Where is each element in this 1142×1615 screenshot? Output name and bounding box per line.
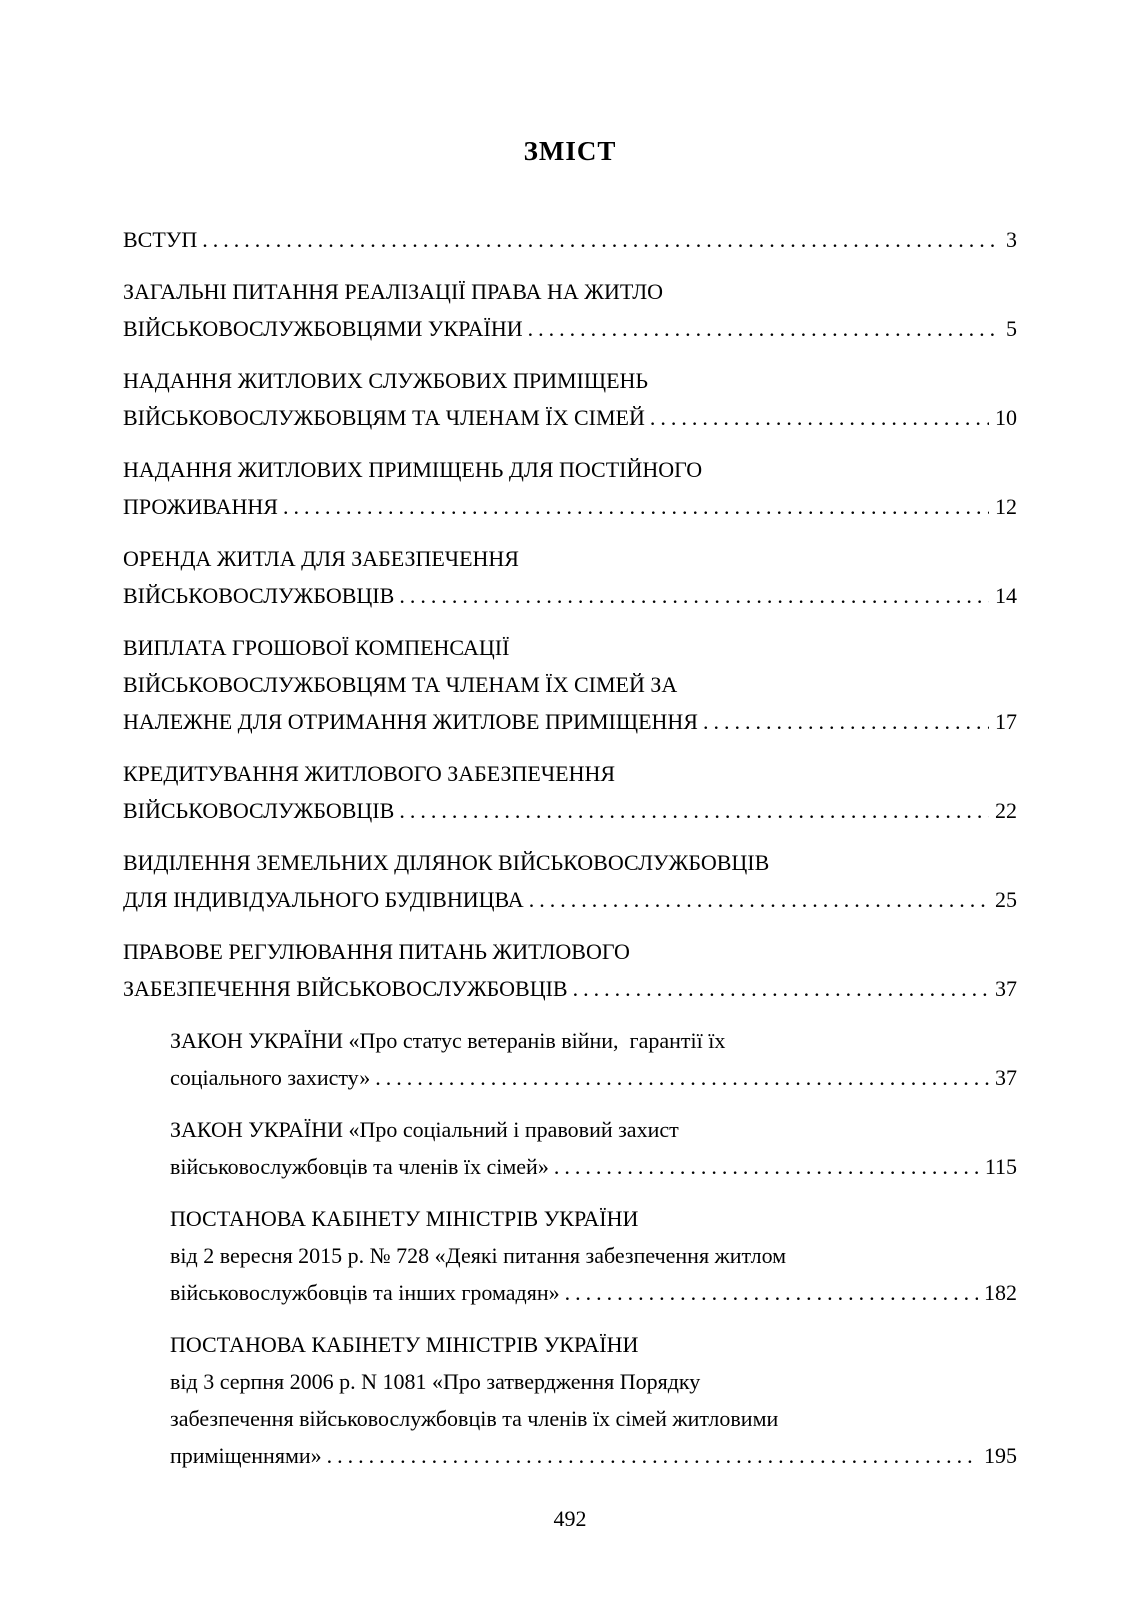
toc-entry-line bbox=[123, 451, 1017, 488]
toc-page-number: 3 bbox=[1006, 227, 1017, 252]
toc-entry-text: ВІЙСЬКОВОСЛУЖБОВЦЯМИ УКРАЇНИ bbox=[123, 316, 523, 341]
toc-entry-text: ДЛЯ ІНДИВІДУАЛЬНОГО БУДІВНИЦВА bbox=[123, 887, 524, 912]
toc-entry-line bbox=[123, 221, 1017, 258]
toc-entry-text: ПРОЖИВАННЯ bbox=[123, 494, 278, 519]
dot-leader bbox=[529, 881, 989, 918]
toc-entry-line bbox=[123, 792, 1017, 829]
dot-leader bbox=[202, 221, 1000, 258]
dot-leader bbox=[399, 792, 989, 829]
toc-entry-line bbox=[123, 666, 1017, 703]
dot-leader bbox=[283, 488, 989, 525]
toc-entry bbox=[123, 1111, 1017, 1185]
toc-entry-line bbox=[123, 273, 1017, 310]
toc-entry bbox=[123, 362, 1017, 436]
toc-entry-text: від 3 серпня 2006 р. N 1081 «Про затвердження Порядку bbox=[170, 1369, 701, 1394]
toc-entry bbox=[123, 629, 1017, 740]
toc-entry bbox=[123, 451, 1017, 525]
toc-page-number: 37 bbox=[995, 1065, 1017, 1090]
dot-leader bbox=[703, 703, 989, 740]
toc-entry-line bbox=[123, 629, 1017, 666]
toc-entry-text: приміщеннями» bbox=[170, 1443, 322, 1468]
toc-page-number: 5 bbox=[1006, 316, 1017, 341]
toc-page-number: 10 bbox=[995, 405, 1017, 430]
toc-entry-line bbox=[170, 1200, 1017, 1237]
toc-page-number: 17 bbox=[995, 709, 1017, 734]
toc-entry-line bbox=[170, 1111, 1017, 1148]
dot-leader bbox=[375, 1059, 989, 1096]
toc-entry-line bbox=[123, 703, 1017, 740]
toc-entry-line bbox=[170, 1326, 1017, 1363]
toc-page-number: 37 bbox=[995, 976, 1017, 1001]
toc-entry-line bbox=[123, 399, 1017, 436]
toc-entry-text: соціального захисту» bbox=[170, 1065, 371, 1090]
toc-entry-text: ПОСТАНОВА КАБІНЕТУ МІНІСТРІВ УКРАЇНИ bbox=[170, 1206, 639, 1231]
dot-leader bbox=[650, 399, 989, 436]
toc-entry-text: ПОСТАНОВА КАБІНЕТУ МІНІСТРІВ УКРАЇНИ bbox=[170, 1332, 639, 1357]
toc-entry-text: ВІЙСЬКОВОСЛУЖБОВЦІВ bbox=[123, 798, 395, 823]
toc-entry bbox=[123, 933, 1017, 1007]
footer-page-number: 492 bbox=[553, 1506, 587, 1531]
toc-entry bbox=[123, 540, 1017, 614]
toc-entry-line bbox=[170, 1237, 1017, 1274]
toc-entry-text: НАДАННЯ ЖИТЛОВИХ СЛУЖБОВИХ ПРИМІЩЕНЬ bbox=[123, 368, 649, 393]
toc-entry-text: ЗАКОН УКРАЇНИ «Про соціальний і правовий захист bbox=[170, 1117, 679, 1142]
toc-entry-text: ВСТУП bbox=[123, 227, 198, 252]
toc-entry-text: ВИДІЛЕННЯ ЗЕМЕЛЬНИХ ДІЛЯНОК ВІЙСЬКОВОСЛУЖБОВЦІВ bbox=[123, 850, 770, 875]
toc-entry-text: від 2 вересня 2015 р. № 728 «Деякі питання забезпечення житлом bbox=[170, 1243, 787, 1268]
toc-entry-line bbox=[123, 755, 1017, 792]
toc-entry-line bbox=[170, 1274, 1017, 1311]
toc-entry-text: військовослужбовців та членів їх сімей» bbox=[170, 1154, 549, 1179]
toc-entry-line bbox=[123, 844, 1017, 881]
toc-page-number: 14 bbox=[995, 583, 1017, 608]
toc-entry bbox=[123, 1200, 1017, 1311]
toc-entry-text: ОРЕНДА ЖИТЛА ДЛЯ ЗАБЕЗПЕЧЕННЯ bbox=[123, 546, 519, 571]
toc-entry-text: ПРАВОВЕ РЕГУЛЮВАННЯ ПИТАНЬ ЖИТЛОВОГО bbox=[123, 939, 630, 964]
toc-entry-line bbox=[170, 1022, 1017, 1059]
page-title: ЗМІСТ bbox=[523, 136, 617, 166]
toc-entry bbox=[123, 221, 1017, 258]
toc-page-number: 115 bbox=[984, 1154, 1017, 1179]
toc-entry-text: НАЛЕЖНЕ ДЛЯ ОТРИМАННЯ ЖИТЛОВЕ ПРИМІЩЕННЯ bbox=[123, 709, 698, 734]
dot-leader bbox=[528, 310, 1000, 347]
toc-entry-line bbox=[123, 577, 1017, 614]
toc-entry bbox=[123, 1326, 1017, 1474]
toc-entry-line bbox=[123, 970, 1017, 1007]
toc-entry-line bbox=[123, 933, 1017, 970]
toc-entry-line bbox=[123, 362, 1017, 399]
toc-entry-line bbox=[123, 310, 1017, 347]
toc-entry-text: ЗАКОН УКРАЇНИ «Про статус ветеранів війни, гарантії їх bbox=[170, 1028, 726, 1053]
toc-entry-text: ВІЙСЬКОВОСЛУЖБОВЦЯМ ТА ЧЛЕНАМ ЇХ СІМЕЙ ЗА bbox=[123, 672, 678, 697]
toc-entry-text: ВІЙСЬКОВОСЛУЖБОВЦІВ bbox=[123, 583, 395, 608]
toc-page-number: 12 bbox=[995, 494, 1017, 519]
toc-page-number: 25 bbox=[995, 887, 1017, 912]
toc-entry-text: ЗАБЕЗПЕЧЕННЯ ВІЙСЬКОВОСЛУЖБОВЦІВ bbox=[123, 976, 568, 1001]
toc-entry-line bbox=[170, 1148, 1017, 1185]
toc-entry-text: військовослужбовців та інших громадян» bbox=[170, 1280, 560, 1305]
dot-leader bbox=[573, 970, 989, 1007]
toc-entry-text: ЗАГАЛЬНІ ПИТАННЯ РЕАЛІЗАЦІЇ ПРАВА НА ЖИТЛО bbox=[123, 279, 663, 304]
toc-entry-line bbox=[170, 1400, 1017, 1437]
toc-entry bbox=[123, 273, 1017, 347]
toc-entry-text: КРЕДИТУВАННЯ ЖИТЛОВОГО ЗАБЕЗПЕЧЕННЯ bbox=[123, 761, 616, 786]
toc-entry-text: ВІЙСЬКОВОСЛУЖБОВЦЯМ ТА ЧЛЕНАМ ЇХ СІМЕЙ bbox=[123, 405, 645, 430]
toc-entry-line bbox=[123, 540, 1017, 577]
dot-leader bbox=[554, 1148, 979, 1185]
toc-entry-line bbox=[170, 1363, 1017, 1400]
toc-page-number: 182 bbox=[984, 1280, 1017, 1305]
toc-entry-line bbox=[170, 1437, 1017, 1474]
dot-leader bbox=[565, 1274, 978, 1311]
toc-entry-line bbox=[170, 1059, 1017, 1096]
toc-page-number: 22 bbox=[995, 798, 1017, 823]
dot-leader bbox=[399, 577, 989, 614]
toc-entry-line bbox=[123, 881, 1017, 918]
toc-entry-line bbox=[123, 488, 1017, 525]
dot-leader bbox=[327, 1437, 978, 1474]
toc-entry bbox=[123, 755, 1017, 829]
toc-entry bbox=[123, 844, 1017, 918]
toc-entry-text: ВИПЛАТА ГРОШОВОЇ КОМПЕНСАЦІЇ bbox=[123, 635, 510, 660]
toc-entry-text: НАДАННЯ ЖИТЛОВИХ ПРИМІЩЕНЬ ДЛЯ ПОСТІЙНОГО bbox=[123, 457, 703, 482]
toc-entry-text: забезпечення військовослужбовців та членів їх сімей житловими bbox=[170, 1406, 779, 1431]
toc-page-number: 195 bbox=[984, 1443, 1017, 1468]
table-of-contents bbox=[123, 221, 1017, 1489]
toc-entry bbox=[123, 1022, 1017, 1096]
